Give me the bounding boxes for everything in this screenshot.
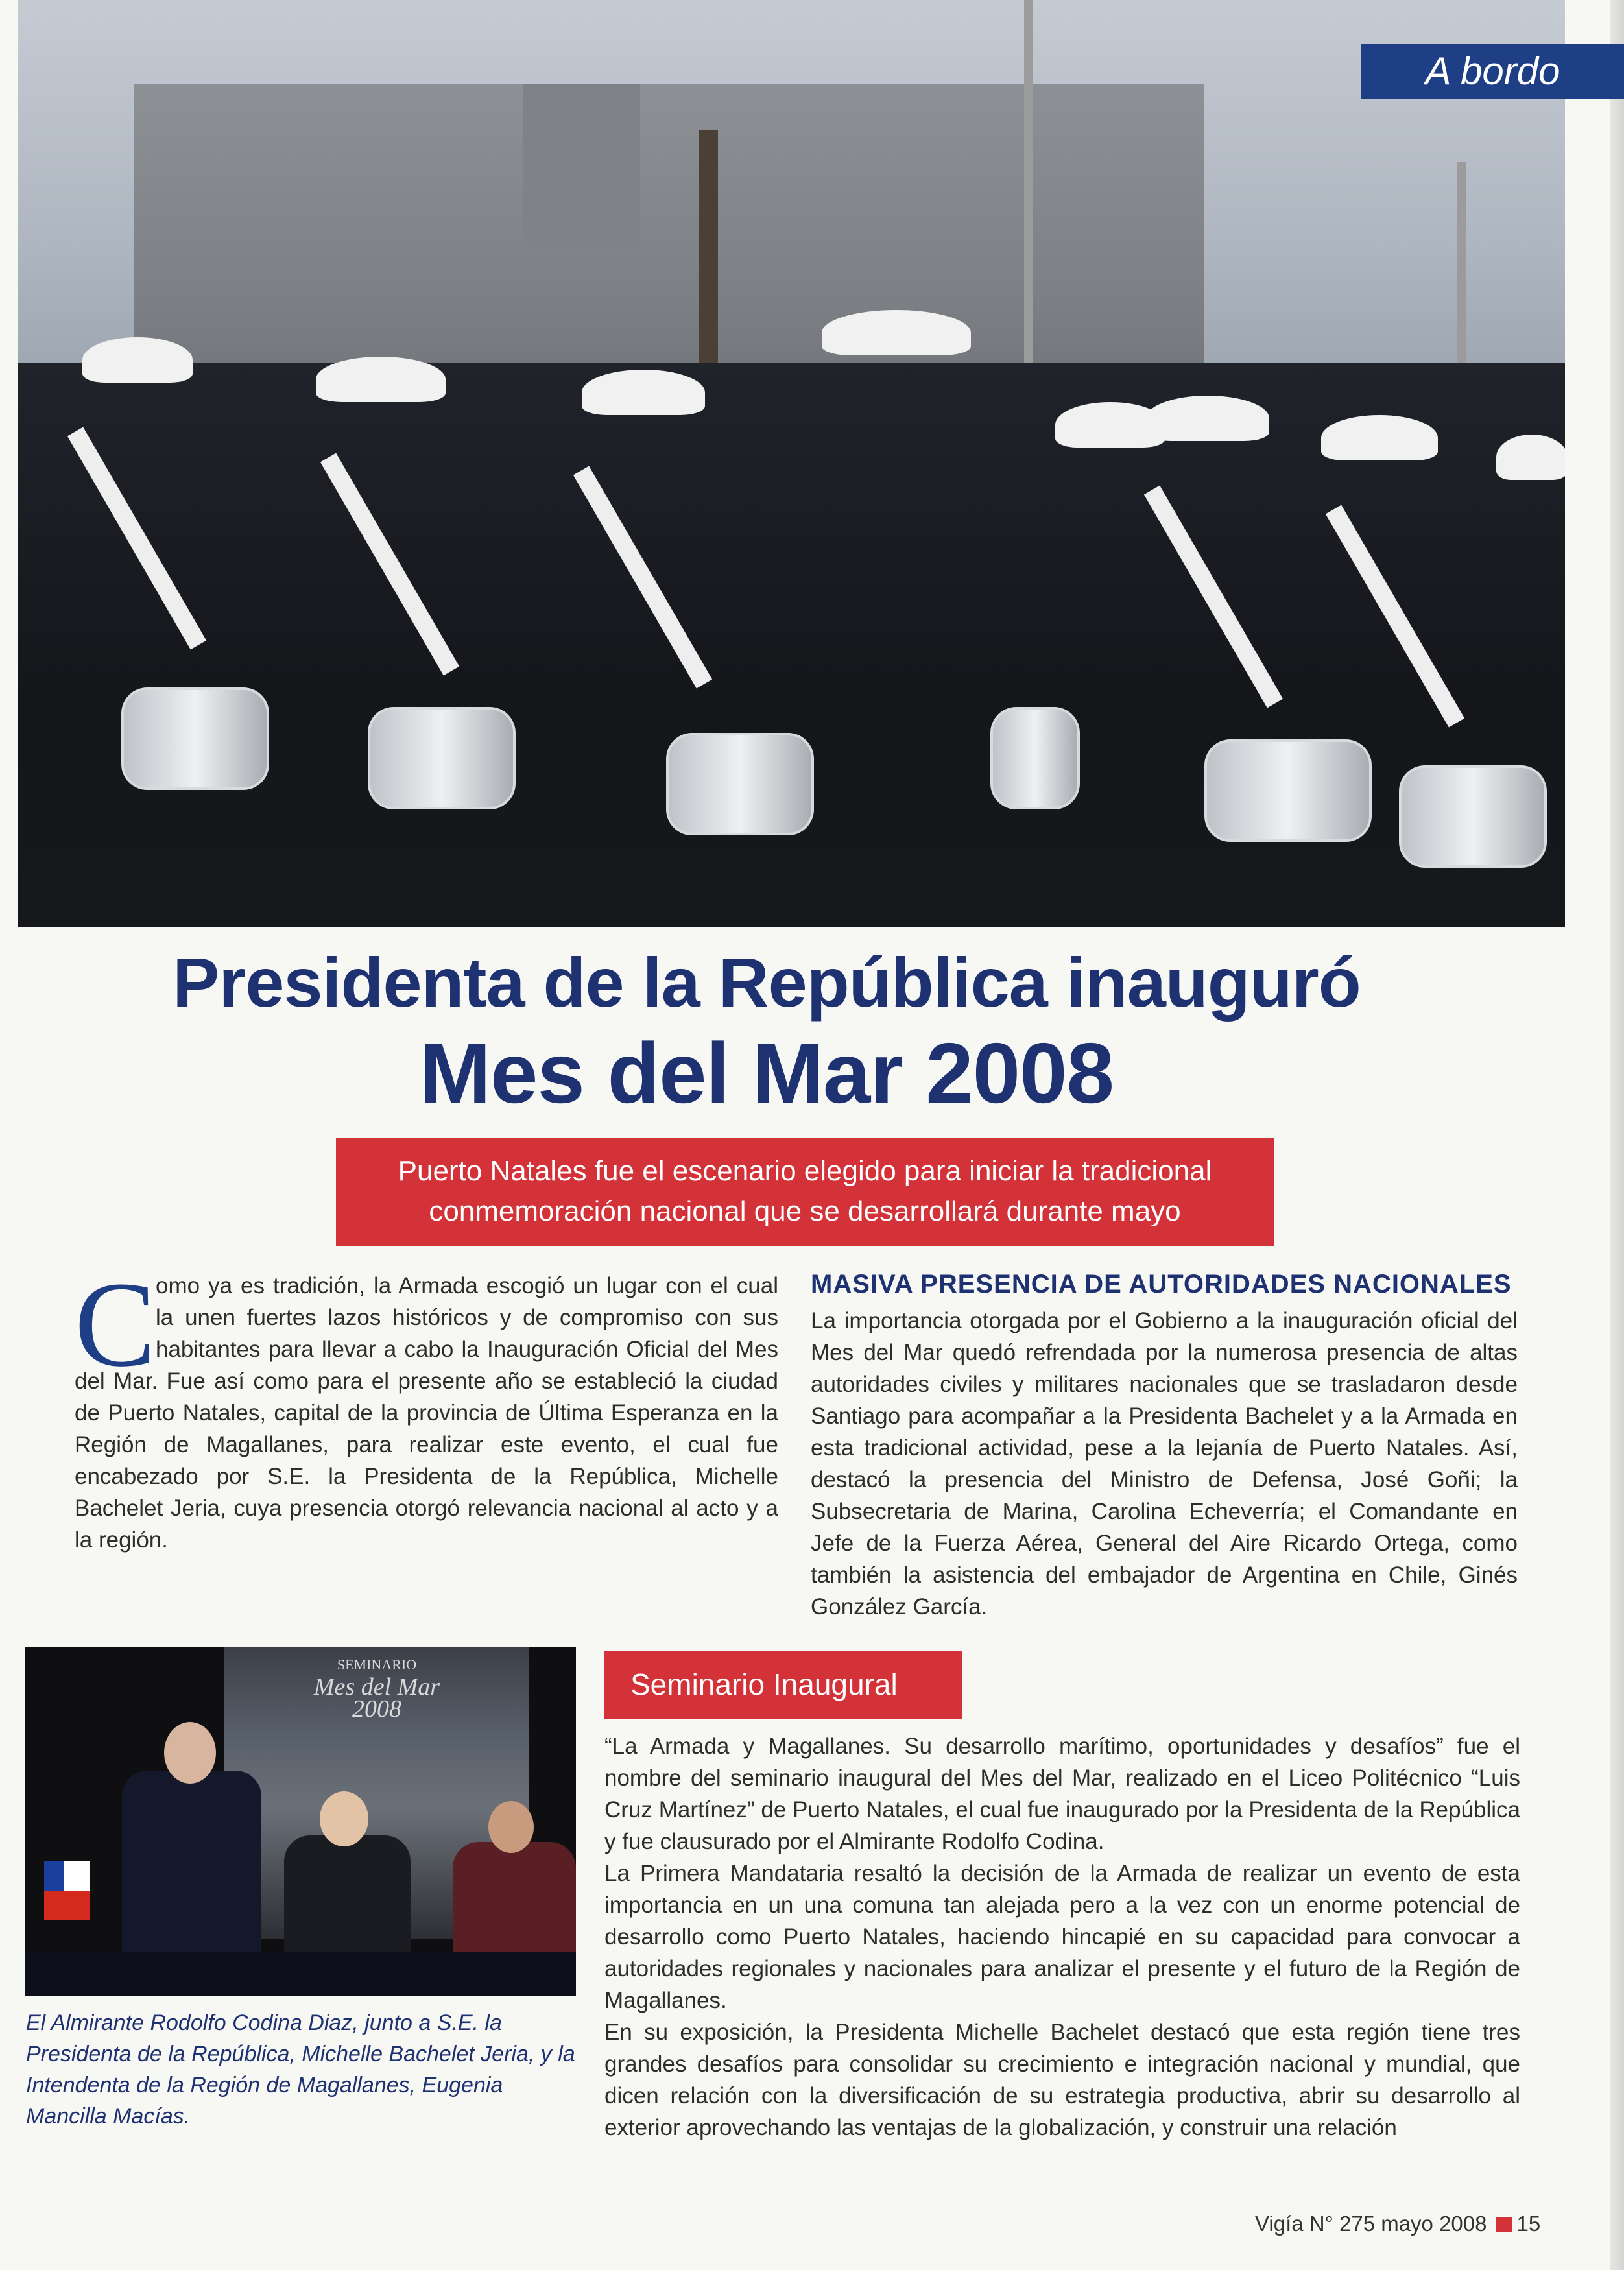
intro-paragraph [75,1256,778,1556]
page-footer [1255,2212,1540,2236]
banner-line-1: SEMINARIO [337,1656,417,1673]
page-edge [1610,0,1624,2270]
seminario-paragraph-1: “La Armada y Magallanes. Su desarrollo marítimo, oportunidades y desafíos” fue el nombre del seminario inaugural del Mes del Mar, realizado en el Liceo Politécnico “Luis Cruz Martínez” de Puerto Natales, el cual fue inaugurado por la Presidenta de la República y fue clausurado por el Almirante Rodolfo Codina. [604,1734,1520,1854]
seminario-body [604,1730,1520,2144]
masiva-heading: MASIVA PRESENCIA DE AUTORIDADES NACIONALES [811,1270,1512,1298]
seminario-paragraph-3: En su exposición, la Presidenta Michelle Bachelet destacó que esta región tiene tres grandes desafíos para consolidar su crecimiento e integración nacional y mundial, que dicen relación con la diversificación de su estrategia productiva, abrir su desarrollo al exterior aprovechando las ventajas de la globalización, y construir una relación [604,2020,1520,2140]
photo-caption: El Almirante Rodolfo Codina Diaz, junto a S.E. la Presidenta de la República, Michelle Bachelet Jeria, y la Intendenta de la Región de Magallanes, Eugenia Mancilla Macías. [26,2011,575,2129]
banner-line-2: Mes del Mar [313,1673,440,1701]
seminario-paragraph-2: La Primera Mandataria resaltó la decisión de la Armada de realizar un evento de esta importancia en un una comuna tan alejada pero a la vez con un enorme potencial de desarrollo como Puerto Natales, haciendo hincapié en su capacidad para convocar a autoridades regionales y nacionales para analizar el presente y el futuro de la Región de Magallanes. [604,1861,1520,2013]
seminar-photo [25,1647,576,1996]
masiva-paragraph: La importancia otorgada por el Gobierno a la inauguración oficial del Mes del Mar quedó refrendada por la numerosa presencia de altas autoridades civiles y militares nacionales que se trasladaron desde Santiago para acompañar a la Presidenta Bachelet y a la Armada en esta tradicional actividad, pese a la lejanía de Puerto Natales. Así, destacó la presencia del Ministro de Defensa, José Goñi; la Subsecretaria de Marina, Carolina Echeverría; el Comandante en Jefe de la Fuerza Aérea, General del Aire Ricardo Ortega, como también la asistencia del embajador de Argentina en Chile, Ginés González García. [811,1308,1518,1619]
banner-line-3: 2008 [352,1695,401,1723]
section-badge: A bordo [1361,44,1624,99]
headline-line-2: Mes del Mar 2008 [420,1025,1114,1121]
deck-box [336,1138,1274,1246]
headline [0,940,1624,1122]
footer-publication: Vigía N° 275 mayo 2008 [1255,2212,1487,2236]
deck-line-2: conmemoración nacional que se desarrollará durante mayo [429,1195,1181,1227]
drop-cap: C [75,1256,156,1392]
chile-flag-icon [44,1861,90,1920]
footer-square-icon [1496,2217,1512,2232]
hero-photo [18,0,1565,927]
deck-line-1: Puerto Natales fue el escenario elegido para iniciar la tradicional [398,1155,1212,1187]
seminario-heading: Seminario Inaugural [604,1651,962,1719]
page-number: 15 [1516,2212,1541,2236]
intro-text: omo ya es tradición, la Armada escogió un lugar con el cual la unen fuertes lazos históricos y de compromiso con sus habitantes para llevar a cabo la Inauguración Oficial del Mes del Mar. Fue así como para el presente año se estableció la ciudad de Puerto Natales, capital de la provincia de Última Esperanza en la Región de Magallanes, para realizar este evento, el cual fue encabezado por S.E. la Presidenta de la República, Michelle Bachelet Jeria, cuya presencia otorgó relevancia nacional al acto y a la región. [75,1273,778,1553]
headline-line-1: Presidenta de la República inauguró [173,943,1361,1022]
